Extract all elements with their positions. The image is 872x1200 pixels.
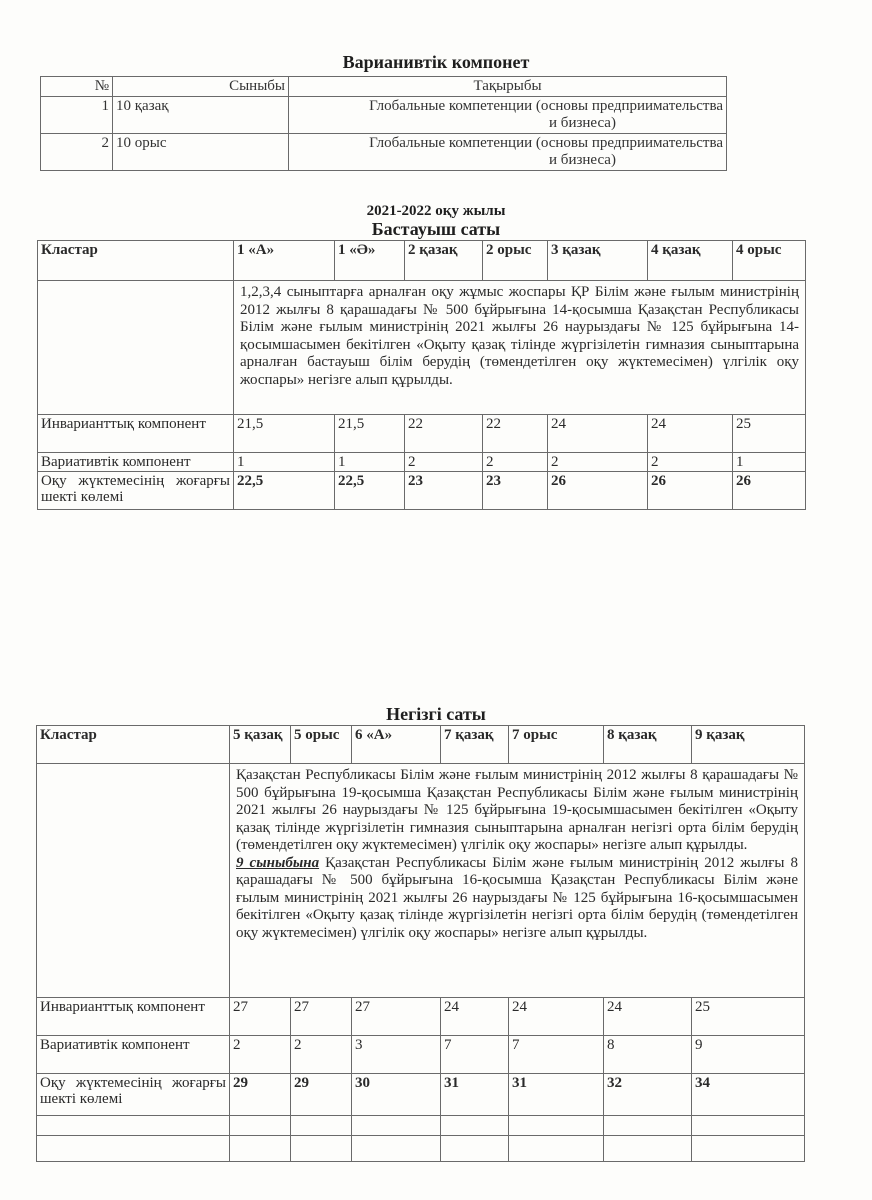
- header-class: 1 «А»: [234, 241, 335, 281]
- row-label: Инварианттық компонент: [38, 415, 234, 453]
- primary-table: [37, 240, 806, 510]
- note-text: Қазақстан Республикасы Білім және ғылым министрінің 2012 жылғы 8 қарашадағы № 500 бұйрығына 19-қосымша Қазақстан Республикасы Білім және ғылым министрінің 2021 жылғы 26 наурыздағы № 125 бұйрығына 19-қосымшасымен бекітілген «Оқыту қазақ тілінде жүргізілетін гимназия сыныптарына арналған негізгі орта білім берудің (төмендетілген оқу жүктемесімен) үлгілік оқу жоспары» негізге алып құрылды.: [236, 767, 798, 853]
- cell-value: 7: [441, 1036, 509, 1074]
- cell-value: 2: [291, 1036, 352, 1074]
- cell-value: 23: [483, 472, 548, 510]
- empty-cell: [291, 1136, 352, 1162]
- cell-value: 1: [335, 453, 405, 472]
- cell-value: 27: [291, 998, 352, 1036]
- cell-no: 2: [41, 134, 113, 171]
- empty-cell: [38, 281, 234, 415]
- header-class: 6 «А»: [352, 726, 441, 764]
- topic-line: и бизнеса): [549, 115, 616, 131]
- cell-value: 26: [648, 472, 733, 510]
- empty-cell: [37, 1136, 230, 1162]
- row-label: Оқу жүктемесінің жоғарғы шекті көлемі: [38, 472, 234, 510]
- cell-value: 1: [234, 453, 335, 472]
- header-class: 9 қазақ: [692, 726, 805, 764]
- basic-table: [36, 725, 805, 1162]
- empty-row: [37, 1116, 805, 1136]
- empty-cell: [692, 1136, 805, 1162]
- topic-line: Глобальные компетенции (основы предприимательства: [369, 135, 723, 151]
- empty-cell: [604, 1116, 692, 1136]
- empty-cell: [230, 1116, 291, 1136]
- table-row: [37, 998, 805, 1036]
- cell-value: 2: [230, 1036, 291, 1074]
- header-class: 1 «Ә»: [335, 241, 405, 281]
- empty-cell: [37, 1116, 230, 1136]
- note-text: 1,2,3,4 сыныптарға арналған оқу жұмыс жоспары ҚР Білім және ғылым министрінің 2012 жылғы 8 қарашадағы № 500 бұйрығына 14-қосымша Қазақстан Республикасы Білім және ғылым министрінің 2021 жылғы 26 наурыздағы № 125 бұйрығына 14-қосымшасымен бекітілген «Оқыту қазақ тілінде жүргізілетін гимназия сыныптарына арналған бастауыш білім берудің (төмендетілген оқу жүктемесімен) үлгілік оқу жоспары» негізге алып құрылды.: [234, 281, 806, 415]
- cell-value: 32: [604, 1074, 692, 1116]
- cell-value: 24: [509, 998, 604, 1036]
- table-header-row: [41, 77, 727, 97]
- cell-value: 8: [604, 1036, 692, 1074]
- header-cluster: Кластар: [38, 241, 234, 281]
- empty-cell: [291, 1116, 352, 1136]
- cell-value: 7: [509, 1036, 604, 1074]
- empty-cell: [509, 1136, 604, 1162]
- empty-cell: [37, 764, 230, 998]
- empty-row: [37, 1136, 805, 1162]
- cell-value: 26: [548, 472, 648, 510]
- cell-value: 30: [352, 1074, 441, 1116]
- table-row: [41, 134, 727, 171]
- table-row: [38, 453, 806, 472]
- topic-line: Глобальные компетенции (основы предприимательства: [369, 98, 723, 114]
- empty-cell: [441, 1116, 509, 1136]
- header-class: 5 қазақ: [230, 726, 291, 764]
- cell-value: 22: [483, 415, 548, 453]
- cell-value: 27: [230, 998, 291, 1036]
- cell-value: 23: [405, 472, 483, 510]
- header-class: 8 қазақ: [604, 726, 692, 764]
- header-class: Сыныбы: [113, 77, 289, 97]
- header-class: 4 орыс: [733, 241, 806, 281]
- table-row: [38, 415, 806, 453]
- row-label: Оқу жүктемесінің жоғарғы шекті көлемі: [37, 1074, 230, 1116]
- cell-value: 22,5: [335, 472, 405, 510]
- cell-value: 25: [692, 998, 805, 1036]
- header-class: 7 орыс: [509, 726, 604, 764]
- empty-cell: [604, 1136, 692, 1162]
- note-lead: 9 сыныбына: [236, 854, 320, 871]
- cell-value: 31: [441, 1074, 509, 1116]
- cell-topic: [289, 134, 727, 171]
- cell-value: 29: [291, 1074, 352, 1116]
- cell-value: 1: [733, 453, 806, 472]
- cell-value: 22: [405, 415, 483, 453]
- header-class: 3 қазақ: [548, 241, 648, 281]
- header-class: 4 қазақ: [648, 241, 733, 281]
- cell-topic: [289, 97, 727, 134]
- basic-title: Негізгі саты: [386, 704, 486, 724]
- cell-value: 31: [509, 1074, 604, 1116]
- cell-no: 1: [41, 97, 113, 134]
- header-topic: Тақырыбы: [289, 77, 727, 97]
- cell-value: 34: [692, 1074, 805, 1116]
- cell-value: 24: [648, 415, 733, 453]
- note-cell: [230, 764, 805, 998]
- cell-value: 24: [604, 998, 692, 1036]
- empty-cell: [352, 1136, 441, 1162]
- cell-value: 3: [352, 1036, 441, 1074]
- table-row: [37, 1036, 805, 1074]
- cell-value: 2: [405, 453, 483, 472]
- cell-value: 24: [441, 998, 509, 1036]
- cell-value: 29: [230, 1074, 291, 1116]
- cell-value: 2: [483, 453, 548, 472]
- cell-value: 21,5: [234, 415, 335, 453]
- cell-value: 9: [692, 1036, 805, 1074]
- cell-value: 26: [733, 472, 806, 510]
- cell-value: 2: [548, 453, 648, 472]
- note-row: [37, 764, 805, 998]
- empty-cell: [441, 1136, 509, 1162]
- topic-line: и бизнеса): [549, 152, 616, 168]
- table-header-row: [37, 726, 805, 764]
- cell-value: 27: [352, 998, 441, 1036]
- cell-value: 2: [648, 453, 733, 472]
- empty-cell: [352, 1116, 441, 1136]
- cell-value: 21,5: [335, 415, 405, 453]
- cell-value: 24: [548, 415, 648, 453]
- primary-title: Бастауыш саты: [371, 219, 501, 239]
- year-title: 2021-2022 оқу жылы: [366, 203, 506, 219]
- cell-class: 10 орыс: [113, 134, 289, 171]
- row-label: Инварианттық компонент: [37, 998, 230, 1036]
- row-label: Вариативтік компонент: [38, 453, 234, 472]
- cell-class: 10 қазақ: [113, 97, 289, 134]
- empty-cell: [692, 1116, 805, 1136]
- empty-cell: [509, 1116, 604, 1136]
- row-label: Вариативтік компонент: [37, 1036, 230, 1074]
- table-row: [38, 472, 806, 510]
- cell-value: 22,5: [234, 472, 335, 510]
- header-class: 2 орыс: [483, 241, 548, 281]
- cell-value: 25: [733, 415, 806, 453]
- header-cluster: Кластар: [37, 726, 230, 764]
- header-class: 2 қазақ: [405, 241, 483, 281]
- note-row: [38, 281, 806, 415]
- variative-table: [40, 76, 727, 171]
- variative-title: Варианивтік компонет: [342, 52, 530, 72]
- header-class: 7 қазақ: [441, 726, 509, 764]
- table-header-row: [38, 241, 806, 281]
- note-text: Қазақстан Республикасы Білім және ғылым министрінің 2012 жылғы 8 қарашадағы № 500 бұйрығына 16-қосымша Қазақстан Республикасы Білім және ғылым министрінің 2021 жылғы 26 наурыздағы № 125 бұйрығына 16-қосымшасымен бекітілген «Оқыту қазақ тілінде жүргізілетін негізгі орта білім берудің (төмендетілген оқу жүктемесімен) үлгілік оқу жоспары» негізге алып құрылды.: [236, 854, 798, 941]
- table-row: [37, 1074, 805, 1116]
- empty-cell: [230, 1136, 291, 1162]
- header-no: №: [41, 77, 113, 97]
- header-class: 5 орыс: [291, 726, 352, 764]
- table-row: [41, 97, 727, 134]
